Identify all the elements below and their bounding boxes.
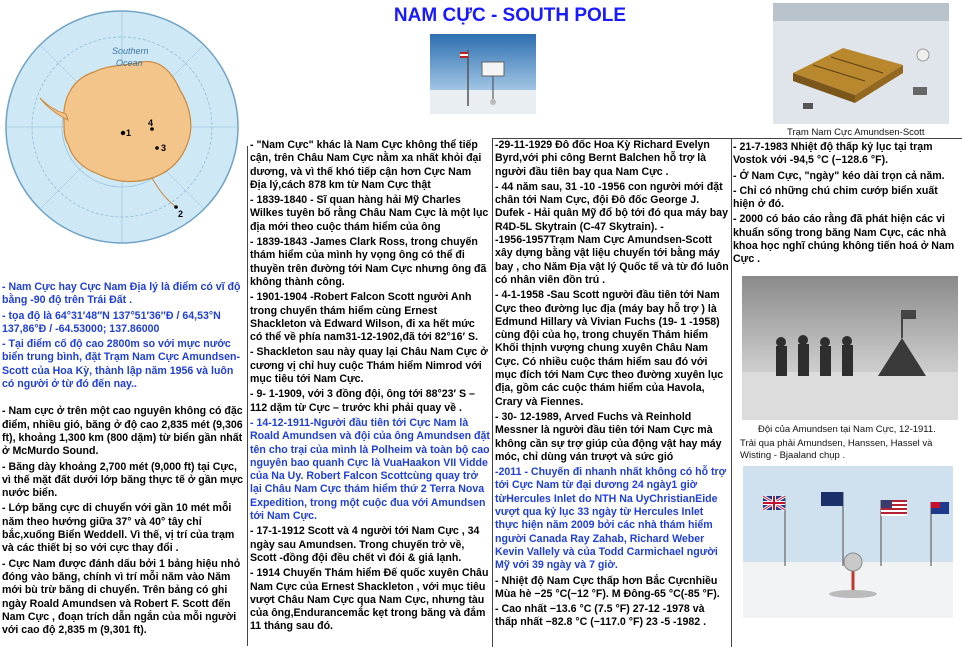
- history-paragraph: - Shackleton sau này quay lại Châu Nam Cực ở cương vị chỉ huy cuộc Thám hiểm Nimrod với mục tiêu tới Nam Cực.: [250, 346, 488, 386]
- station-caption: Trạm Nam Cực Amundsen-Scott: [787, 127, 925, 138]
- ceremonial-pole-flags-photo: [743, 466, 953, 618]
- left-blue-paragraph: - tọa độ là 64°31′48″N 137°51′36″Đ / 64,53°N 137,86°Đ / -64.53000; 137.86000: [2, 309, 221, 335]
- history-paragraph: - 1914 Chuyến Thám hiểm Đế quốc xuyên Châu Nam Cực của Ernest Shackleton , với mục tiêu vượt Châu Nam Cực qua Nam Cực, nhưng tàu của ông,Endurancemắc kẹt trong băng và đắm 11 tháng sau đó.: [250, 567, 489, 633]
- fact-paragraph: - Chỉ có những chú chim cướp biển xuất hiện ở đó.: [733, 184, 938, 211]
- fact-paragraph: - Ở Nam Cực, "ngày" kéo dài trọn cả năm.: [733, 169, 945, 182]
- team-caption: Đội của Amundsen tại Nam Cực, 12-1911.: [758, 424, 936, 435]
- left-paragraph: - Cực Nam được đánh dấu bởi 1 bảng hiệu nhỏ đóng vào băng, chính vì trí mỗi năm vào Năm mới bù trừ băng di chuyển. Trên bảng có ghi ngày Roald Amundsen và Robert F. Scott đến Nam Cực , đoạn trích dẫn ngắn của mỗi người với cao độ 2,835 m (9,301 ft).: [2, 557, 241, 637]
- history-paragraph: - 1839-1840 - Sĩ quan hàng hải Mỹ Charles Wilkes tuyên bố rằng Châu Nam Cực là một lục địa mới theo cuộc thám hiểm của ông: [250, 194, 489, 233]
- history-paragraph: - Cao nhất −13.6 °C (7.5 °F) 27-12 -1978 và thấp nhất −82.8 °C (−117.0 °F) 23 -5 -1982 .: [495, 603, 707, 629]
- history-paragraph: - 30- 12-1989, Arved Fuchs và Reinhold Messner là người đầu tiên tới Nam Cực mà không cần sự trợ giúp của động vật hay máy móc, chỉ dùng ván trượt và sức gió: [495, 410, 722, 463]
- history-paragraph: - 4-1-1958 -Sau Scott người đầu tiên tới Nam Cực theo đường lục địa (máy bay hỗ trợ ) là Edmund Hillary và Vivian Fuchs (19- 1 -1958) cùng đội của họ, trong chuyến Thám hiểm Khối thịnh vượng chung xuyên Châu Nam Cực. Có nhiều cuộc thám hiểm sau đó với mục đích tới Nam Cực theo đường xuyên lục địa, gồm các cuộc thám hiểm của Havola, Crary và Fiennes.: [495, 289, 724, 408]
- history-paragraph: - 17-1-1912 Scott và 4 người tới Nam Cực , 34 ngày sau Amundsen. Trong chuyến trở về, Scott -đồng đội đều chết vì đói & giá lạnh.: [250, 525, 480, 564]
- page-title: NAM CỰC - SOUTH POLE: [393, 5, 627, 26]
- column-divider-2: [492, 138, 493, 647]
- facts-column: [733, 141, 961, 269]
- column-divider-1: [247, 146, 248, 646]
- history-paragraph: - Nhiệt độ Nam Cực thấp hơn Bắc Cựcnhiều Mùa hè −25 °C(−12 °F). M Đông-65 °C(-85 °F).: [495, 574, 720, 600]
- history-paragraph: -29-11-1929 Đô đốc Hoa Kỳ Richard Evelyn Byrd,với phi công Bernt Balchen hỗ trợ là người đầu tiên bay qua Nam Cực .: [495, 139, 710, 178]
- amundsen-team-photo: [742, 276, 958, 420]
- map-label-southern: Southern: [112, 46, 149, 56]
- history-paragraph-highlight: -2011 - Chuyến đi nhanh nhất không có hỗ trợ tới Cực Nam từ đại dương 24 ngày1 giờ từHercules Inlet do NTH Na UyChristianEide vượt qua kỷ lục 33 ngày từ Hercules Inlet thực hiện năm 2009 bởi các nhà thám hiểm người Canada Ray Zahab, Richard Weber Kevin Vallely và của Todd Carmichael người Mỹ với 39 ngày và 7 giờ.: [495, 466, 727, 572]
- left-paragraph: - Băng dày khoảng 2,700 mét (9,000 ft) tại Cực, vì thế mặt đất dưới lớp băng thực tế ở gần mực nước biển.: [2, 460, 244, 500]
- history-paragraph: - 9- 1-1909, với 3 đồng đội, ông tới 88°23′ S – 112 dặm từ Cực – trước khi phải quay về .: [250, 388, 475, 414]
- south-pole-marker-photo: [430, 34, 536, 114]
- left-column: [2, 281, 244, 647]
- history-column-1: [250, 139, 490, 646]
- fact-paragraph: - 2000 có báo cáo rằng đã phát hiện các vi khuẩn sống trong băng Nam Cực, các nhà khoa học nghĩ chúng không tiến hoá ở Nam Cực .: [733, 213, 955, 266]
- left-paragraph: - Lớp băng cực di chuyển với gần 10 mét mỗi năm theo hướng giữa 37° và 40° tây chỉ bắc,xuống Biển Weddell. Vì thế, vị trí của trạm và các thiết bị so với cực thay đổi .: [2, 502, 235, 555]
- map-label-4: 4: [148, 118, 154, 128]
- map-label-ocean: Ocean: [116, 58, 143, 68]
- column-divider-3: [731, 138, 732, 647]
- map-label-3: 3: [161, 143, 167, 153]
- history-paragraph: - 1901-1904 -Robert Falcon Scott người Anh trong chuyến thám hiểm cùng Ernest Shackleton và Edward Wilson, đi xa hết mức có thể về phía nam31-12-1902,đã tới 82°16′ S.: [250, 291, 479, 344]
- history-paragraph: -1956-1957Trạm Nam Cực Amundsen-Scott xây dựng bằng vật liệu chuyển tới bằng máy bay , cho Năm Địa vật lý Quốc tế và từ đó luôn có nhân viên đồn trú .: [495, 234, 729, 286]
- fact-paragraph: - 21-7-1983 Nhiệt độ thấp kỷ lục tại trạm Vostok với -94,5 °C (−128.6 °F).: [733, 141, 933, 167]
- amundsen-scott-station-photo: [773, 3, 949, 124]
- history-paragraph-highlight: - 14-12-1911-Người đầu tiên tới Cực Nam là Roald Amundsen và đội của ông Amundsen đặt tên cho trại của mình là Polheim và toàn bộ cao nguyên bao quanh Cực là VuaHaakon VII Vidde của Na Uy. Robert Falcon Scottcùng quay trở lại Châu Nam Cực thám hiểm thứ 2 Terra Nova Expedition, trong một cuộc đua với Amundsen tới Nam Cực.: [250, 416, 490, 523]
- history-column-2: [495, 139, 729, 646]
- antarctica-map: [2, 2, 242, 252]
- team-names-caption: Trải qua phải Amundsen, Hanssen, Hassel và Wisting - Bjaaland chụp .: [740, 438, 933, 461]
- left-blue-paragraph: - Nam Cực hay Cực Nam Địa lý là điểm có vĩ độ bằng -90 độ trên Trái Đất .: [2, 281, 241, 307]
- antarctica-landmass: [64, 62, 191, 182]
- left-paragraph: - Nam cực ở trên một cao nguyên không có đặc điểm, nhiều gió, băng ở độ cao 2,835 mét (9,306 ft), khoảng 1,300 km (800 dặm) từ biển gần nhất ở McMurdo Sound.: [2, 405, 243, 458]
- left-blue-paragraph: - Tại điểm cố độ cao 2800m so với mực nước biển trung bình, đặt Trạm Nam Cực Amundsen-Scott của Hoa Kỳ, thành lập năm 1956 và luôn có người ở từ đó đến nay..: [2, 338, 241, 391]
- map-label-1: 1: [126, 128, 132, 138]
- history-paragraph: - 1839-1843 -James Clark Ross, trong chuyến thám hiểm của mình hy vọng ông có thể đi thuyền trên đường tới Nam Cực nhưng ông đã không thành công.: [250, 236, 487, 288]
- history-paragraph: - "Nam Cực" khác là Nam Cực không thể tiếp cận, trên Châu Nam Cực nằm xa nhất khỏi đại dương, và vì thế khó tiếp cận hơn Cực Nam Địa lý,cách 878 km từ Nam Cực thật: [250, 139, 482, 191]
- map-label-2: 2: [178, 209, 184, 219]
- history-paragraph: - 44 năm sau, 31 -10 -1956 con người mới đặt chân tới Nam Cực, đội Đô đốc George J. Dufek - Hải quân Mỹ đổ bộ tới đó qua máy bay R4D-5L Skytrain (C-47 Skytrain). -: [495, 180, 728, 233]
